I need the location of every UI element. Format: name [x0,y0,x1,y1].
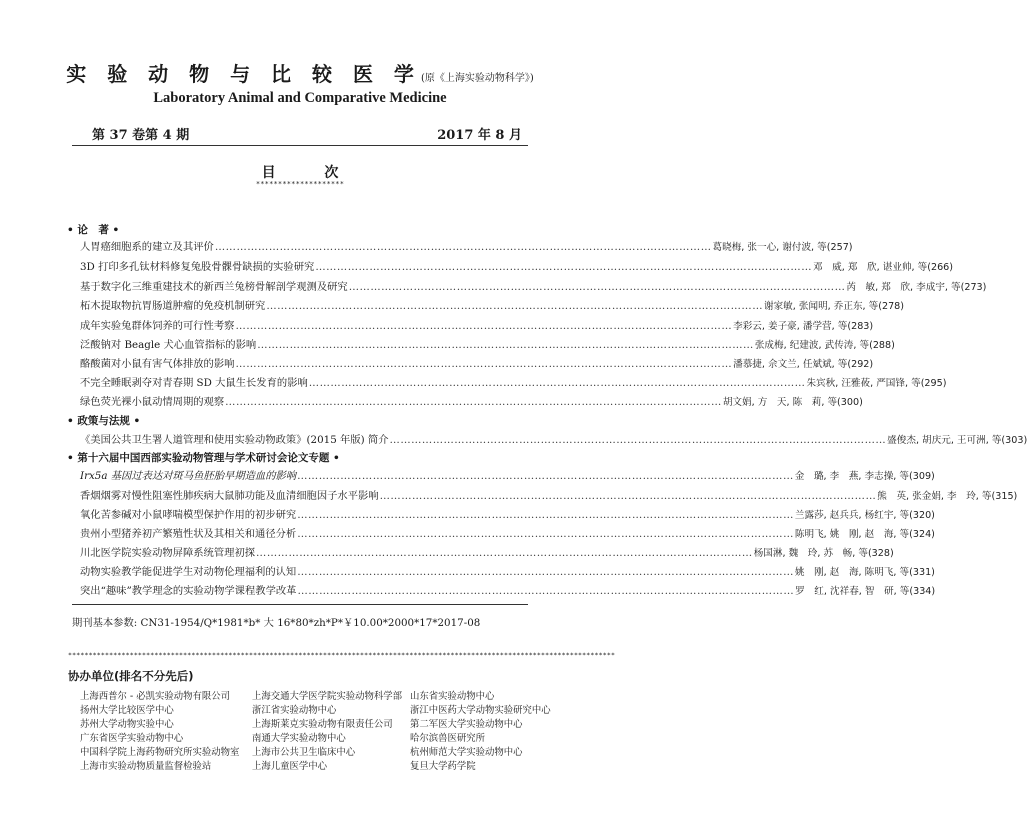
entry-title: 香烟烟雾对慢性阻塞性肺疾病大鼠肺功能及血清细胞因子水平影响 [80,490,379,502]
entry-authors: 谢家敏, 张闻明, 乔正东, 等(278) [764,301,905,312]
header-rule [72,145,528,146]
entry-title: 动物实验教学能促进学生对动物伦理福利的认知 [80,566,297,578]
entry-title: 突出“趣味”教学理念的实验动物学课程教学改革 [80,585,297,597]
entry-title: 绿色荧光裸小鼠动情周期的观察 [80,396,225,408]
co-organizer: 上海交通大学医学院实验动物科学部 [252,691,403,702]
co-organizer: 南通大学实验动物中心 [252,733,346,744]
toc-entry: 突出“趣味”教学理念的实验动物学课程教学改革 ………………………………………………………………………………………………………………………… 罗 红, 沈祥春, 智 研, 等(334) [80,582,542,598]
co-organizer: 广东省医学实验动物中心 [80,733,184,744]
toc-entry: 柘木提取物抗胃肠道肿瘤的免疫机制研究 ………………………………………………………………………………………………………………………… 谢家敏, 张闻明, 乔正东, 等(278) [80,297,542,313]
entry-authors: 盛俊杰, 胡庆元, 王可洲, 等(303) [887,435,1027,446]
entry-authors: 张成梅, 纪建波, 武传涛, 等(288) [754,340,895,351]
toc-entry: Irx5a 基因过表达对斑马鱼胚胎早期造血的影响 ………………………………………………………………………………………………………………………… 金 璐, 李 燕, 李志操, 等(309) [80,467,542,483]
entry-title: 不完全睡眠剥夺对青春期 SD 大鼠生长发育的影响 [80,377,308,389]
toc-title: 目 次 [261,165,361,181]
co-organizer: 扬州大学比较医学中心 [80,705,174,716]
entry-title: 人胃癌细胞系的建立及其评价 [80,241,214,253]
entry-authors: 姚 刚, 赵 海, 陈明飞, 等(331) [794,567,935,578]
entry-authors: 葛晓梅, 张一心, 谢付波, 等(257) [712,242,853,253]
entry-authors: 罗 红, 沈祥春, 智 研, 等(334) [795,586,936,597]
toc-entry: 酪酸菌对小鼠有害气体排放的影响 ………………………………………………………………………………………………………………………… 潘慕捷, 佘文兰, 任斌斌, 等(292) [80,355,542,371]
entry-authors: 邓 威, 郑 欣, 谌业帅, 等(266) [812,262,954,273]
journal-title-en: Laboratory Animal and Comparative Medicine [153,90,447,106]
journal-former-name: (原《上海实验动物科学》) [420,73,534,84]
co-organizer: 上海市公共卫生临床中心 [252,747,356,758]
entry-title: 泛酸钠对 Beagle 犬心血管指标的影响 [80,339,257,351]
toc-entry: 氧化苦参碱对小鼠哮喘模型保护作用的初步研究 ………………………………………………………………………………………………………………………… 兰露莎, 赵兵兵, 杨红宇, 等(320) [80,506,542,522]
entry-authors: 芮 敏, 郑 欣, 李成宇, 等(273) [846,282,987,293]
entry-title: 基于数字化三维重建技术的新西兰兔榜骨解剖学观测及研究 [80,281,348,293]
co-organizer: 第二军医大学实验动物中心 [410,719,523,730]
toc-entry: 人胃癌细胞系的建立及其评价 ………………………………………………………………………………………………………………………… 葛晓梅, 张一心, 谢付波, 等(257) [80,238,542,254]
toc-entry: 动物实验教学能促进学生对动物伦理福利的认知 ………………………………………………………………………………………………………………………… 姚 刚, 赵 海, 陈明飞, 等(331) [80,563,542,579]
entry-title: 成年实验兔群体饲养的可行性考察 [80,320,235,332]
star-divider: ************************************************************************************************************************************* [68,651,616,659]
publication-date: 2017 年 8 月 [437,128,522,143]
co-organizer: 复旦大学药学院 [410,761,476,772]
publication-params: 期刊基本参数: CN31-1954/Q*1981*b* 大 16*80*zh*P*￥10.00*2000*17*2017-08 [72,617,481,629]
co-organizer: 哈尔滨兽医研究所 [410,733,486,744]
params-rule [72,604,528,605]
co-organizer: 上海斯莱克实验动物有限责任公司 [252,719,393,730]
entry-authors: 金 璐, 李 燕, 李志操, 等(309) [794,471,935,482]
co-organizer: 中国科学院上海药物研究所实验动物室 [80,747,240,758]
entry-authors: 兰露莎, 赵兵兵, 杨红宇, 等(320) [794,510,935,521]
toc-entry: 绿色荧光裸小鼠动情周期的观察 ………………………………………………………………………………………………………………………… 胡文娟, 方 天, 陈 莉, 等(300) [80,393,542,409]
entry-authors: 熊 英, 张金娟, 李 玲, 等(315) [877,491,1018,502]
toc-title-underline: ******************** [255,180,345,188]
entry-title: 柘木提取物抗胃肠道肿瘤的免疫机制研究 [80,300,266,312]
entry-authors: 胡文娟, 方 天, 陈 莉, 等(300) [722,397,863,408]
entry-title: 氧化苦参碱对小鼠哮喘模型保护作用的初步研究 [80,509,297,521]
entry-authors: 朱宾秋, 汪雅莜, 严国锋, 等(295) [806,378,947,389]
toc-entry: 基于数字化三维重建技术的新西兰兔榜骨解剖学观测及研究 ………………………………………………………………………………………………………………………… 芮 敏, 郑 欣, 李成宇, 等(273) [80,278,542,294]
entry-title: 3D 打印多孔钛材料修复兔股骨髁骨缺损的实验研究 [80,261,315,273]
entry-authors: 陈明飞, 姚 刚, 赵 海, 等(324) [794,529,935,540]
co-organizer: 上海儿童医学中心 [252,761,328,772]
section-heading-symposium: • 第十六届中国西部实验动物管理与学术研讨会论文专题 • [67,452,340,464]
toc-entry: 泛酸钠对 Beagle 犬心血管指标的影响 ………………………………………………………………………………………………………………………… 张成梅, 纪建波, 武传涛, 等(288) [80,336,542,352]
entry-title: Irx5a 基因过表达对斑马鱼胚胎早期造血的影响 [80,470,297,482]
entry-authors: 李彩云, 姜子豪, 潘学营, 等(283) [733,321,874,332]
section-heading-policy: • 政策与法规 • [67,415,141,427]
toc-entry: 香烟烟雾对慢性阻塞性肺疾病大鼠肺功能及血清细胞因子水平影响 ………………………………………………………………………………………………………………………… 熊 英, 张金娟, 李 玲, 等(315) [80,487,542,503]
entry-authors: 杨国淋, 魏 玲, 苏 畅, 等(328) [753,548,894,559]
co-organizers-title: 协办单位(排名不分先后) [68,669,194,683]
co-organizer: 苏州大学动物实验中心 [80,719,174,730]
journal-title-cn-main: 实 验 动 物 与 比 较 医 学 [66,62,421,86]
toc-entry: 成年实验兔群体饲养的可行性考察 ………………………………………………………………………………………………………………………… 李彩云, 姜子豪, 潘学营, 等(283) [80,317,542,333]
entry-title: 《美国公共卫生署人道管理和使用实验动物政策》(2015 年版) 简介 [80,434,389,446]
toc-entry: 《美国公共卫生署人道管理和使用实验动物政策》(2015 年版) 简介 ………………………………………………………………………………………………………………………… 盛俊杰, 胡庆元, 王可洲, 等(303) [80,431,542,447]
toc-entry: 贵州小型猪养初产繁殖性状及其相关和通径分析 ………………………………………………………………………………………………………………………… 陈明飞, 姚 刚, 赵 海, 等(324) [80,525,542,541]
co-organizer: 浙江中医药大学动物实验研究中心 [410,705,551,716]
volume-issue: 第 37 卷第 4 期 [92,128,190,143]
journal-title-cn [0,58,600,87]
entry-title: 酪酸菌对小鼠有害气体排放的影响 [80,358,235,370]
co-organizer: 杭州师范大学实验动物中心 [410,747,523,758]
co-organizer: 上海市实验动物质量监督检验站 [80,761,212,772]
section-heading-articles: • 论 著 • [67,224,120,236]
co-organizer: 浙江省实验动物中心 [252,705,337,716]
entry-authors: 潘慕捷, 佘文兰, 任斌斌, 等(292) [733,359,874,370]
toc-entry: 不完全睡眠剥夺对青春期 SD 大鼠生长发育的影响 ………………………………………………………………………………………………………………………… 朱宾秋, 汪雅莜, 严国锋, 等(295) [80,374,542,390]
entry-title: 贵州小型猪养初产繁殖性状及其相关和通径分析 [80,528,297,540]
co-organizer: 山东省实验动物中心 [410,691,495,702]
entry-title: 川北医学院实验动物屏障系统管理初探 [80,547,256,559]
toc-entry: 川北医学院实验动物屏障系统管理初探 ………………………………………………………………………………………………………………………… 杨国淋, 魏 玲, 苏 畅, 等(328) [80,544,542,560]
toc-entry: 3D 打印多孔钛材料修复兔股骨髁骨缺损的实验研究 ………………………………………………………………………………………………………………………… 邓 威, 郑 欣, 谌业帅, 等(266) [80,258,542,274]
co-organizer: 上海西普尔 - 必凯实验动物有限公司 [80,691,230,702]
